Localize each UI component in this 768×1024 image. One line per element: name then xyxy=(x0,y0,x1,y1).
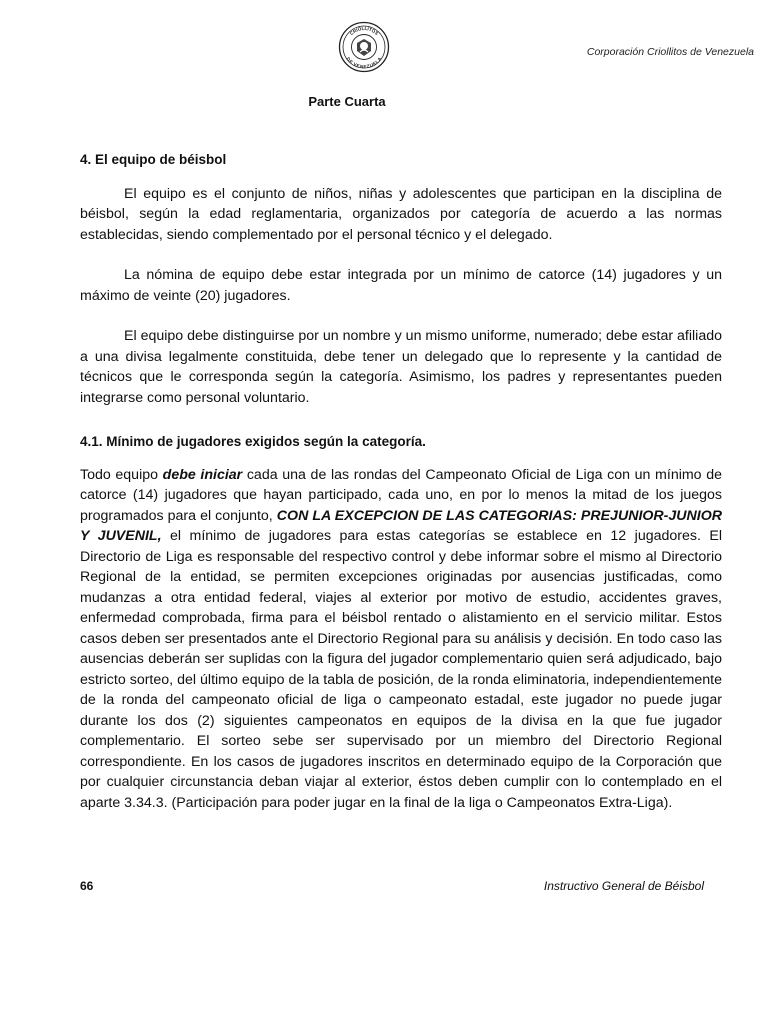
document-body xyxy=(80,150,722,813)
emphasis-category-exception: CON LA EXCEPCION DE LAS CATEGORIAS: PREJUNIOR-JUNIOR Y JUVENIL, xyxy=(80,507,722,544)
svg-text:CRIOLLITOS: CRIOLLITOS xyxy=(348,25,380,37)
emphasis-debe-iniciar: debe iniciar xyxy=(162,466,243,483)
text-segment: el mínimo de jugadores para estas categorías se establece en 12 jugadores. El Directorio de Liga es responsable del respectivo control y debe informar sobre el mismo al Directorio Regional de la entidad, se permiten excepciones originadas por ausencias justificadas, como mudanzas a otra entidad federal, viajes al exterior por motivo de estudio, accidentes graves, enfermedad comprobada, firma para el béisbol rentado o alistamiento en el servicio militar. Estos casos deben ser presentados ante el Directorio Regional para su análisis y decisión. En todo caso las ausencias deberán ser suplidas con la figura del jugador complementario quien será adjudicado, bajo estricto sorteo, del último equipo de la tabla de posición, de la ronda eliminatoria, independientemente de la ronda del campeonato oficial de liga o campeonato estadal, este jugador no puede jugar durante los dos (2) siguientes campeonatos en equipos de la divisa en la que fue jugador complementario. El sorteo sebe ser supervisado por un miembro del Directorio Regional correspondiente. En los casos de jugadores inscritos en determinado equipo de la Corporación que por cualquier circunstancia deban viajar al exterior, éstos deben cumplir con lo contemplado en el aparte 3.34.3. (Participación para poder jugar en la final de la liga o Campeonatos Extra-Liga). xyxy=(80,528,723,811)
text-segment: Todo equipo xyxy=(80,466,163,483)
paragraph-team-roster: La nómina de equipo debe estar integrada por un mínimo de catorce (14) jugadores y un máximo de veinte (20) jugadores. xyxy=(80,267,722,304)
organization-header: Corporación Criollitos de Venezuela xyxy=(586,46,754,58)
criollitos-logo xyxy=(338,21,390,73)
text-segment: cada una de las rondas del Campeonato Oficial de Liga con un mínimo de catorce (14) jugadores que hayan participado, cada uno, en por lo menos la mitad de los juegos programados para el conjunto, xyxy=(80,466,722,524)
paragraph-minimum-players xyxy=(80,465,722,814)
document-name: Instructivo General de Béisbol xyxy=(543,879,704,893)
paragraph-team-definition: El equipo es el conjunto de niños, niñas y adolescentes que participan en la disciplina de béisbol, según la edad reglamentaria, organizados por categoría de acuerdo a las normas establecidas, siendo complementado por el personal técnico y el delegado. xyxy=(80,185,722,243)
section-heading: 4. El equipo de béisbol xyxy=(80,152,227,167)
page-number: 66 xyxy=(80,879,94,893)
part-title: Parte Cuarta xyxy=(308,94,386,109)
subsection-heading: 4.1. Mínimo de jugadores exigidos según la categoría. xyxy=(80,434,426,449)
paragraph-team-identity: El equipo debe distinguirse por un nombre y un mismo uniforme, numerado; debe estar afiliado a una divisa legalmente constituida, debe tener un delegado que lo represente y la cantidad de técnicos que le corresponda según la categoría. Asimismo, los padres y representantes pueden integrarse como personal voluntario. xyxy=(80,328,722,406)
svg-text:DE VENEZUELA: DE VENEZUELA xyxy=(345,56,383,70)
